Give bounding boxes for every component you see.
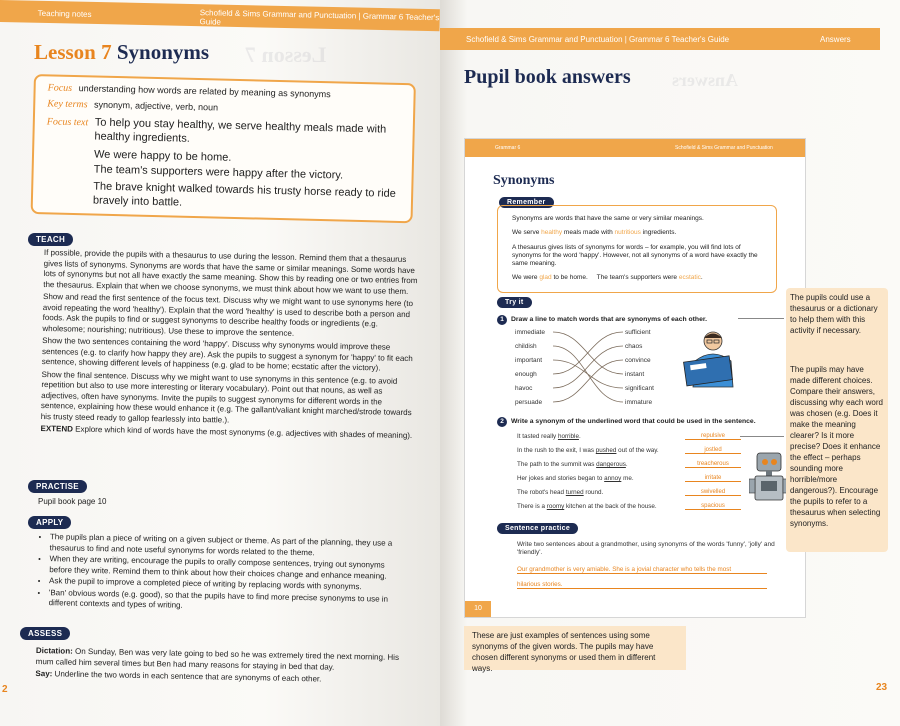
key-terms-label: Key terms [47, 98, 88, 111]
remember-line: Synonyms are words that have the same or very similar meanings. [512, 215, 704, 222]
left-page [0, 0, 440, 726]
right-header-band [440, 28, 880, 50]
sentence-after: round. [583, 489, 604, 496]
focus-text-3: The team's supporters were happy after the victory. [93, 163, 344, 182]
sentence-practice-label: Sentence practice [497, 523, 578, 534]
connector-line [740, 436, 784, 437]
sentence-before: The path to the summit was [517, 461, 597, 468]
teach-body [40, 248, 418, 444]
focus-text-label-row [47, 116, 93, 128]
practise-label: PRACTISE [28, 480, 87, 493]
try-it-label: Try it [497, 297, 532, 308]
left-page-number: 2 [2, 684, 8, 695]
ghost-text: Lesson 7 [245, 42, 327, 67]
right-word: chaos [625, 343, 643, 350]
q2-sentence [517, 503, 657, 510]
key-terms-value: synonym, adjective, verb, noun [93, 99, 219, 113]
focus-row [48, 82, 331, 100]
right-word: convince [625, 357, 651, 364]
right-header-left: Schofield & Sims Grammar and Punctuation | Grammar 6 Teacher's Guide [466, 35, 730, 44]
pupil-page-number: 10 [465, 601, 491, 617]
side-note-2: The pupils may have made different choices. Compare their answers, discussing why each word was chosen (e.g. Does it make the meaning clearer? Is it more precise? Does it enhance the effect – perhaps sounding more horrible/more dangerous?). Encourage the pupils to refer to a thesaurus when selecting synonyms. [790, 365, 883, 528]
question-2: 2 Write a synonym of the underlined word that could be used in the sentence. [497, 417, 756, 427]
right-word: sufficient [625, 329, 651, 336]
right-word: significant [625, 385, 654, 392]
left-word: enough [515, 371, 537, 378]
extend-text: Explore which kind of words have the most synonyms (e.g. adjectives with shades of meaning). [75, 424, 413, 441]
left-header-right: Schofield & Sims Grammar and Punctuation | Grammar 6 Teacher's Guide [199, 8, 440, 27]
dictation-text: On Sunday, Ben was very late going to bed so he was extremely tired the next morning. His mum called him several times but Ben had many reasons for staying in bed that day. [35, 646, 400, 672]
sentence-before: There is a [517, 503, 547, 510]
sentence-after: kitchen at the back of the house. [564, 503, 657, 510]
say-text: Underline the two words in each sentence that are synonyms of each other. [54, 669, 322, 684]
question-1: 1 Draw a line to match words that are synonyms of each other. [497, 315, 707, 325]
focus-text-2: We were happy to be home. [93, 148, 232, 164]
focus-box [31, 74, 416, 223]
sentence-after: me. [621, 475, 634, 482]
dictation-label: Dictation: [35, 646, 73, 656]
focus-text-1: To help you stay healthy, we serve healthy meals made with healthy ingredients. [94, 116, 387, 145]
q2-answer: treacherous [685, 461, 741, 468]
lesson-label: Lesson 7 [34, 40, 112, 64]
assess-label: ASSESS [20, 627, 70, 640]
underlined-word: dangerous [596, 461, 626, 468]
ghost-text: Answers [672, 70, 738, 90]
q2-sentence [517, 475, 634, 482]
focus-text-label: Focus text [46, 116, 89, 129]
left-word: persuade [515, 399, 543, 406]
apply-bullet: • 'Ban' obvious words (e.g. good), so that the pupils have to find more precise synonyms to use in different contexts and types of writing. [49, 588, 409, 616]
synonyms-heading: Synonyms [493, 173, 555, 188]
right-header-right: Answers [820, 35, 851, 44]
extend-label: EXTEND [40, 423, 74, 434]
q2-sentence [517, 489, 603, 496]
q1-text: Draw a line to match words that are synonyms of each other. [511, 316, 708, 323]
sentence-before: The robot's head [517, 489, 566, 496]
q2-answer: irritate [685, 475, 741, 482]
remember-line: We serve healthy meals made with nutritious ingredients. [512, 229, 677, 236]
underlined-word: pushed [595, 447, 617, 454]
focus-value: understanding how words are related by meaning as synonyms [78, 83, 331, 100]
sentence-before: In the rush to the exit, I was [517, 447, 596, 454]
pupil-book-page [464, 138, 806, 618]
underlined-word: annoy [604, 475, 622, 482]
sentence-after: . [625, 461, 628, 468]
sentence-practice-answer: hilarious stories. [517, 581, 767, 589]
matching-lines [465, 139, 805, 439]
q2-sentence [517, 433, 581, 440]
q2-answer: swivelled [685, 489, 741, 496]
apply-bullet: • Ask the pupil to improve a completed piece of writing by replacing words with synonyms. [49, 576, 409, 593]
sentence-practice-instruction: Write two sentences about a grandmother, using synonyms of the words 'funny', 'jolly' and 'friendly'. [517, 541, 775, 556]
teach-paragraph: If possible, provide the pupils with a thesaurus to use during the lesson. Remind them that a thesaurus gives lists of synonyms. Synonyms are words that have the same or similar meanings. Some words have lots of synonyms but not all have exactly the same meaning. Show this by reading one or two entries from the thesaurus. Explain that when we choose synonyms, we must think about how we want to use them. [43, 248, 418, 296]
q2-answer: repulsive [685, 433, 741, 440]
side-note-1: The pupils could use a thesaurus or a dictionary to help them with this activity if necessary. [790, 293, 878, 335]
remember-line: A thesaurus gives lists of synonyms for words – for example, you will find lots of synonyms for the word 'happy'. However, not all synonyms of a word have exactly the same meaning. [512, 244, 758, 267]
q2-sentence [517, 461, 628, 468]
q2-answer: jostled [685, 447, 741, 454]
bottom-note: These are just examples of sentences using some synonyms of the given words. The pupils may have chosen different synonyms or used them in different ways. [464, 626, 686, 670]
sentence-practice-answer: Our grandmother is very amiable. She is a jovial character who tells the most [517, 566, 767, 574]
sentence-after: . [578, 433, 581, 440]
right-page [440, 0, 900, 726]
lesson-name: Synonyms [116, 40, 210, 64]
right-page-number: 23 [876, 682, 888, 693]
apply-bullet: • The pupils plan a piece of writing on a given subject or theme. As part of the planning, they use a thesaurus to find and note useful synonyms for words related to the theme. [50, 532, 410, 560]
q2-answer: spacious [685, 503, 741, 510]
left-word: havoc [515, 385, 533, 392]
connector-line [738, 318, 784, 319]
say-label: Say: [35, 668, 53, 679]
apply-list [39, 532, 410, 616]
apply-bullet: • When they are writing, encourage the pupils to orally compose sentences, trying out synonyms before they write. Remind them to think about how their choices change and enhance meaning. [49, 554, 409, 582]
band-right: Schofield & Sims Grammar and Punctuation [675, 145, 773, 151]
practise-text: Pupil book page 10 [38, 497, 107, 506]
left-word: immediate [515, 329, 545, 336]
left-word: childish [515, 343, 537, 350]
robot-illustration [749, 449, 789, 507]
q2-text: Write a synonym of the underlined word that could be used in the sentence. [511, 418, 756, 425]
q2-sentence [517, 447, 659, 454]
teach-paragraph: Show the two sentences containing the word 'happy'. Discuss why synonyms would improve these sentences (e.g. to clarify how happy they are). Ask the pupils to suggest a synonym for 'happy' to fit each sentence, showing different levels of happiness (e.g. glad to be home; ecstatic after the victory). [41, 335, 413, 373]
focus-text-4: The brave knight walked towards his trusty horse ready to ride bravely into battle. [92, 180, 396, 209]
teach-paragraph: Show and read the first sentence of the focus text. Discuss why we might want to use synonyms here (to avoid repeating the word 'healthy'). Explain that the word 'healthy' is used to describe both a person and foods. Ask the pupils to find or suggest synonyms to describe healthy foods or ingredients (e.g. wholesome; nourishing; nutritious). Use these to improve the sentence. [42, 291, 414, 338]
sentence-after: out of the way. [616, 447, 659, 454]
page-title: Pupil book answers [464, 66, 631, 88]
lesson-title [34, 40, 209, 65]
key-terms-row [47, 98, 218, 113]
assess-body [35, 646, 416, 689]
apply-body [39, 532, 410, 617]
teach-paragraph: Show the final sentence. Discuss why we might want to use synonyms in this sentence (e.g. to avoid repetition but also to use more interesting or literary vocabulary). Point out that nouns, as well as adjectives, often have synonyms. Invite the pupils to suggest synonyms for different words in the sentence, explaining how these would enhance it (e.g. The gallant/valiant knight marched/strode towards his trusty steed ready to gallop fearlessly into battle.). [40, 369, 412, 425]
left-header-band [0, 0, 440, 31]
right-word: immature [625, 399, 653, 406]
underlined-word: turned [565, 489, 584, 496]
sentence-before: Her jokes and stories began to [517, 475, 605, 482]
focus-label: Focus [47, 82, 73, 94]
apply-label: APPLY [28, 516, 71, 529]
underlined-word: horrible [557, 433, 579, 440]
reading-boy-illustration [677, 329, 747, 391]
underlined-word: roomy [546, 503, 565, 510]
sentence-before: It tasted really [517, 433, 558, 440]
left-header-left: Teaching notes [37, 8, 92, 19]
teach-label: TEACH [28, 233, 73, 246]
remember-label: Remember [499, 197, 554, 208]
right-word: instant [625, 371, 645, 378]
left-word: important [515, 357, 543, 364]
band-left: Grammar 6 [495, 145, 521, 151]
remember-line: We were glad to be home. The team's supporters were ecstatic. [512, 274, 703, 281]
